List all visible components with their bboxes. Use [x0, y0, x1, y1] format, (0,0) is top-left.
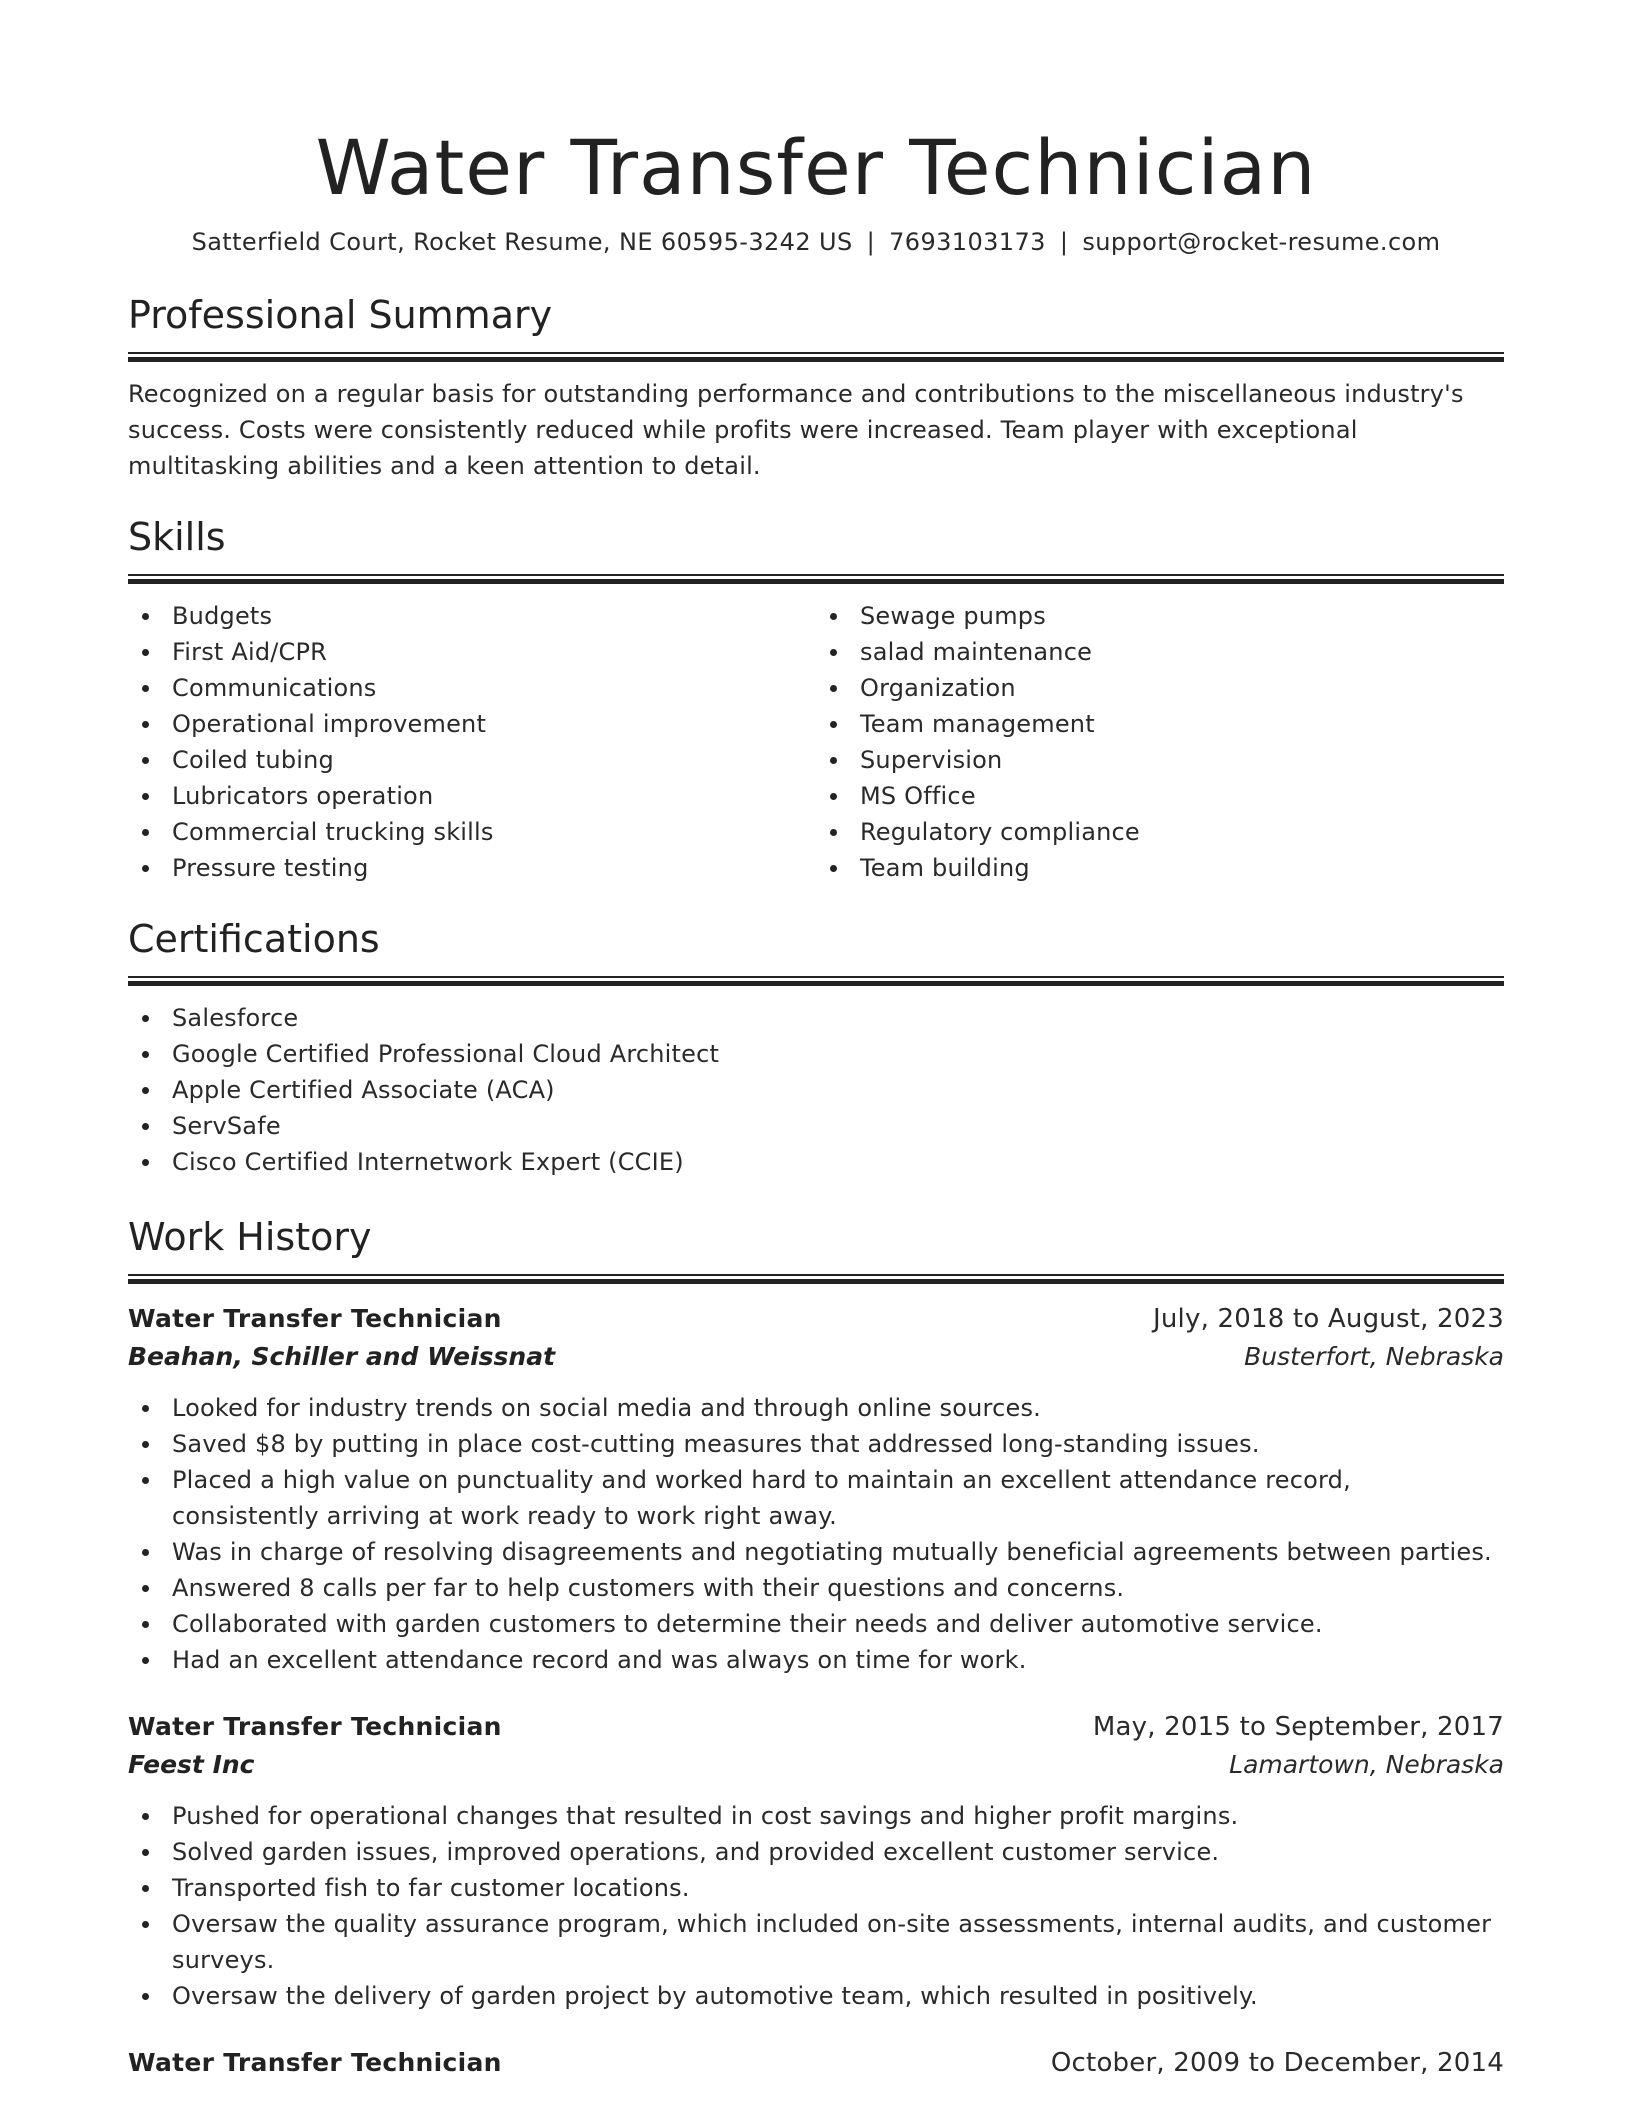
job-bullet: Oversaw the delivery of garden project by automotive team, which resulted in positively. [128, 1978, 1504, 2014]
contact-separator: | [866, 228, 876, 256]
section-divider [128, 976, 1504, 986]
job-title: Water Transfer Technician [128, 2048, 502, 2077]
skills-list-right [816, 598, 1504, 886]
skill-item: Communications [128, 670, 816, 706]
contact-separator: | [1059, 228, 1069, 256]
skill-item: Organization [816, 670, 1504, 706]
job-title: Water Transfer Technician [128, 1712, 502, 1741]
skill-item: Coiled tubing [128, 742, 816, 778]
skill-item: Team management [816, 706, 1504, 742]
job-bullet: Oversaw the quality assurance program, which included on-site assessments, internal audits, and customer surveys. [128, 1906, 1504, 1978]
job-subheader [128, 1746, 1504, 1784]
job-location: Busterfort, Nebraska [1244, 1342, 1504, 1371]
job-bullet: Pushed for operational changes that resulted in cost savings and higher profit margins. [128, 1798, 1504, 1834]
job-bullet: Saved $8 by putting in place cost-cutting measures that addressed long-standing issues. [128, 1426, 1504, 1462]
skill-item: salad maintenance [816, 634, 1504, 670]
skill-item: MS Office [816, 778, 1504, 814]
job-dates: May, 2015 to September, 2017 [1092, 1712, 1504, 1742]
contact-address: Satterfield Court, Rocket Resume, NE 60595-3242 US [191, 228, 853, 256]
skills-heading: Skills [128, 515, 226, 559]
job-bullet: Placed a high value on punctuality and worked hard to maintain an excellent attendance record, consistently arriving at work ready to work right away. [128, 1462, 1504, 1534]
job-bullet-list [128, 1390, 1504, 1678]
certification-item: Google Certified Professional Cloud Architect [128, 1036, 1504, 1072]
certification-item: Apple Certified Associate (ACA) [128, 1072, 1504, 1108]
job-bullet: Collaborated with garden customers to determine their needs and deliver automotive service. [128, 1606, 1504, 1642]
job-bullet-list [128, 1798, 1504, 2014]
skill-item: First Aid/CPR [128, 634, 816, 670]
job-company: Beahan, Schiller and Weissnat [128, 1342, 556, 1371]
job-bullet: Was in charge of resolving disagreements and negotiating mutually beneficial agreements between parties. [128, 1534, 1504, 1570]
job-subheader [128, 1338, 1504, 1376]
job-title: Water Transfer Technician [128, 1304, 502, 1333]
job-bullet: Transported fish to far customer locations. [128, 1870, 1504, 1906]
skills-grid [128, 598, 1504, 886]
job-dates: October, 2009 to December, 2014 [1050, 2048, 1504, 2078]
resume-page [128, 0, 1504, 2082]
certifications-heading: Certifications [128, 917, 380, 961]
job-bullet: Answered 8 calls per far to help customers with their questions and concerns. [128, 1570, 1504, 1606]
job-entry [128, 2044, 1504, 2082]
skill-item: Pressure testing [128, 850, 816, 886]
job-bullet: Looked for industry trends on social media and through online sources. [128, 1390, 1504, 1426]
job-header [128, 1300, 1504, 1338]
job-dates: July, 2018 to August, 2023 [1153, 1304, 1504, 1334]
skill-item: Supervision [816, 742, 1504, 778]
contact-phone: 7693103173 [889, 228, 1046, 256]
certification-item: ServSafe [128, 1108, 1504, 1144]
section-divider [128, 1274, 1504, 1284]
job-entry [128, 1300, 1504, 1678]
job-header [128, 2044, 1504, 2082]
skill-item: Lubricators operation [128, 778, 816, 814]
job-entry [128, 1708, 1504, 2014]
certifications-list [128, 1000, 1504, 1180]
work-history-heading: Work History [128, 1215, 372, 1259]
job-location: Lamartown, Nebraska [1229, 1750, 1504, 1779]
summary-section [128, 292, 1504, 484]
job-bullet: Solved garden issues, improved operations, and provided excellent customer service. [128, 1834, 1504, 1870]
contact-email: support@rocket-resume.com [1082, 228, 1441, 256]
skills-list-left [128, 598, 816, 886]
job-bullet: Had an excellent attendance record and was always on time for work. [128, 1642, 1504, 1678]
candidate-name: Water Transfer Technician [315, 123, 1317, 212]
certification-item: Cisco Certified Internetwork Expert (CCIE) [128, 1144, 1504, 1180]
skills-section [128, 514, 1504, 886]
summary-text: Recognized on a regular basis for outstanding performance and contributions to the miscellaneous industry's success. Costs were consistently reduced while profits were increased. Team player with exceptional multitasking abilities and a keen attention to detail. [128, 380, 1464, 480]
skill-item: Sewage pumps [816, 598, 1504, 634]
job-company: Feest Inc [128, 1750, 255, 1779]
certifications-section [128, 916, 1504, 1180]
contact-line [128, 226, 1504, 258]
summary-heading: Professional Summary [128, 293, 553, 337]
section-divider [128, 352, 1504, 362]
skill-item: Commercial trucking skills [128, 814, 816, 850]
certification-item: Salesforce [128, 1000, 1504, 1036]
job-header [128, 1708, 1504, 1746]
skill-item: Budgets [128, 598, 816, 634]
skill-item: Operational improvement [128, 706, 816, 742]
skill-item: Regulatory compliance [816, 814, 1504, 850]
work-history-section [128, 1214, 1504, 2082]
skill-item: Team building [816, 850, 1504, 886]
section-divider [128, 574, 1504, 584]
